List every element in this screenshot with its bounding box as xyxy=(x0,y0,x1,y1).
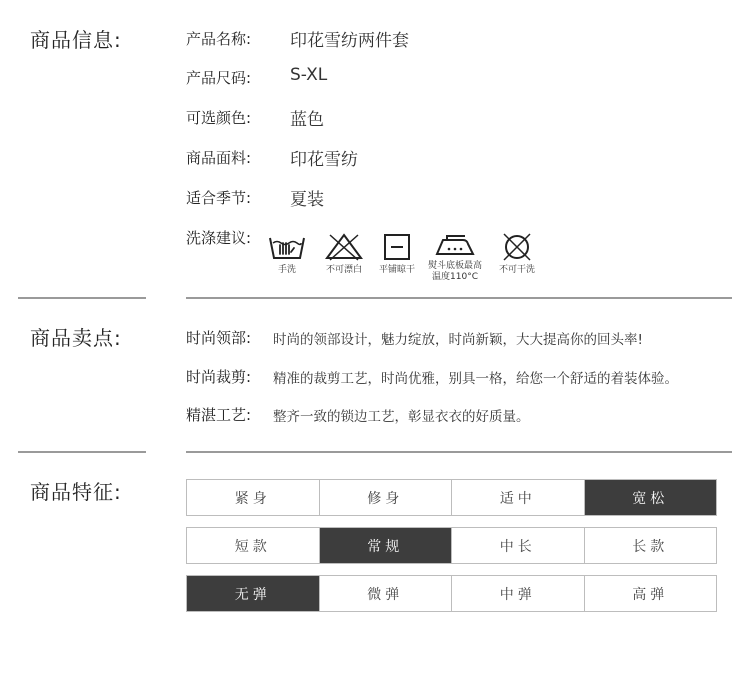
dry-flat-caption: 平铺晾干 xyxy=(378,265,415,275)
feature-cell-selected: 无弹 xyxy=(187,576,320,611)
feature-cell: 中弹 xyxy=(452,576,585,611)
product-name-value: 印花雪纺两件套 xyxy=(290,31,409,51)
product-color-value: 蓝色 xyxy=(290,110,324,130)
divider-left-2 xyxy=(18,451,146,453)
feature-row-length xyxy=(186,527,717,564)
product-fabric-label: 商品面料: xyxy=(186,149,252,167)
no-bleach-icon xyxy=(324,232,364,262)
feature-cell: 短款 xyxy=(187,528,320,563)
care-label: 洗涤建议: xyxy=(186,229,252,247)
product-season-value: 夏装 xyxy=(290,190,324,210)
divider-right-2 xyxy=(186,451,732,453)
care-item-no-dry-clean xyxy=(487,232,547,276)
section-title-features: 商品特征: xyxy=(30,480,122,504)
care-item-iron xyxy=(425,232,485,283)
no-dry-clean-icon xyxy=(497,232,537,262)
feature-cell-selected: 常规 xyxy=(320,528,453,563)
feature-cell: 修身 xyxy=(320,480,453,515)
selling-point-label: 时尚裁剪: xyxy=(186,368,252,386)
iron-caption: 熨斗底板最高 温度110°C xyxy=(427,261,482,282)
feature-cell: 紧身 xyxy=(187,480,320,515)
selling-point-label: 精湛工艺: xyxy=(186,406,252,424)
product-season-label: 适合季节: xyxy=(186,189,252,207)
no-bleach-caption: 不可漂白 xyxy=(325,265,362,275)
selling-point-label: 时尚领部: xyxy=(186,329,252,347)
care-item-hand-wash xyxy=(257,232,317,276)
selling-point-text: 整齐一致的锁边工艺，彰显衣衣的好质量。 xyxy=(273,409,530,425)
product-name-label: 产品名称: xyxy=(186,30,252,48)
feature-cell: 中长 xyxy=(452,528,585,563)
hand-wash-icon xyxy=(267,232,307,262)
divider-left-1 xyxy=(18,297,146,299)
selling-point-text: 时尚的领部设计，魅力绽放，时尚新颖，大大提高你的回头率! xyxy=(273,332,643,348)
iron-icon xyxy=(433,232,477,258)
selling-point-text: 精准的裁剪工艺，时尚优雅，别具一格，给您一个舒适的着装体验。 xyxy=(273,371,678,387)
feature-cell: 适中 xyxy=(452,480,585,515)
feature-row-stretch xyxy=(186,575,717,612)
feature-cell: 高弹 xyxy=(632,586,669,603)
care-item-dry-flat xyxy=(367,232,427,276)
product-color-label: 可选颜色: xyxy=(186,109,252,127)
feature-cell-selected: 宽松 xyxy=(585,480,717,515)
section-title-info: 商品信息: xyxy=(30,28,122,52)
hand-wash-caption: 手洗 xyxy=(277,265,296,275)
product-size-label: 产品尺码: xyxy=(186,69,252,87)
dry-flat-icon xyxy=(377,232,417,262)
feature-cell: 微弹 xyxy=(320,576,453,611)
no-dry-clean-caption: 不可干洗 xyxy=(498,265,535,275)
section-title-selling: 商品卖点: xyxy=(30,326,122,350)
divider-right-1 xyxy=(186,297,732,299)
product-size-value: S-XL xyxy=(290,65,328,85)
product-fabric-value: 印花雪纺 xyxy=(290,150,358,170)
care-item-no-bleach xyxy=(314,232,374,276)
feature-row-fit xyxy=(186,479,717,516)
feature-cell: 长款 xyxy=(632,538,669,555)
